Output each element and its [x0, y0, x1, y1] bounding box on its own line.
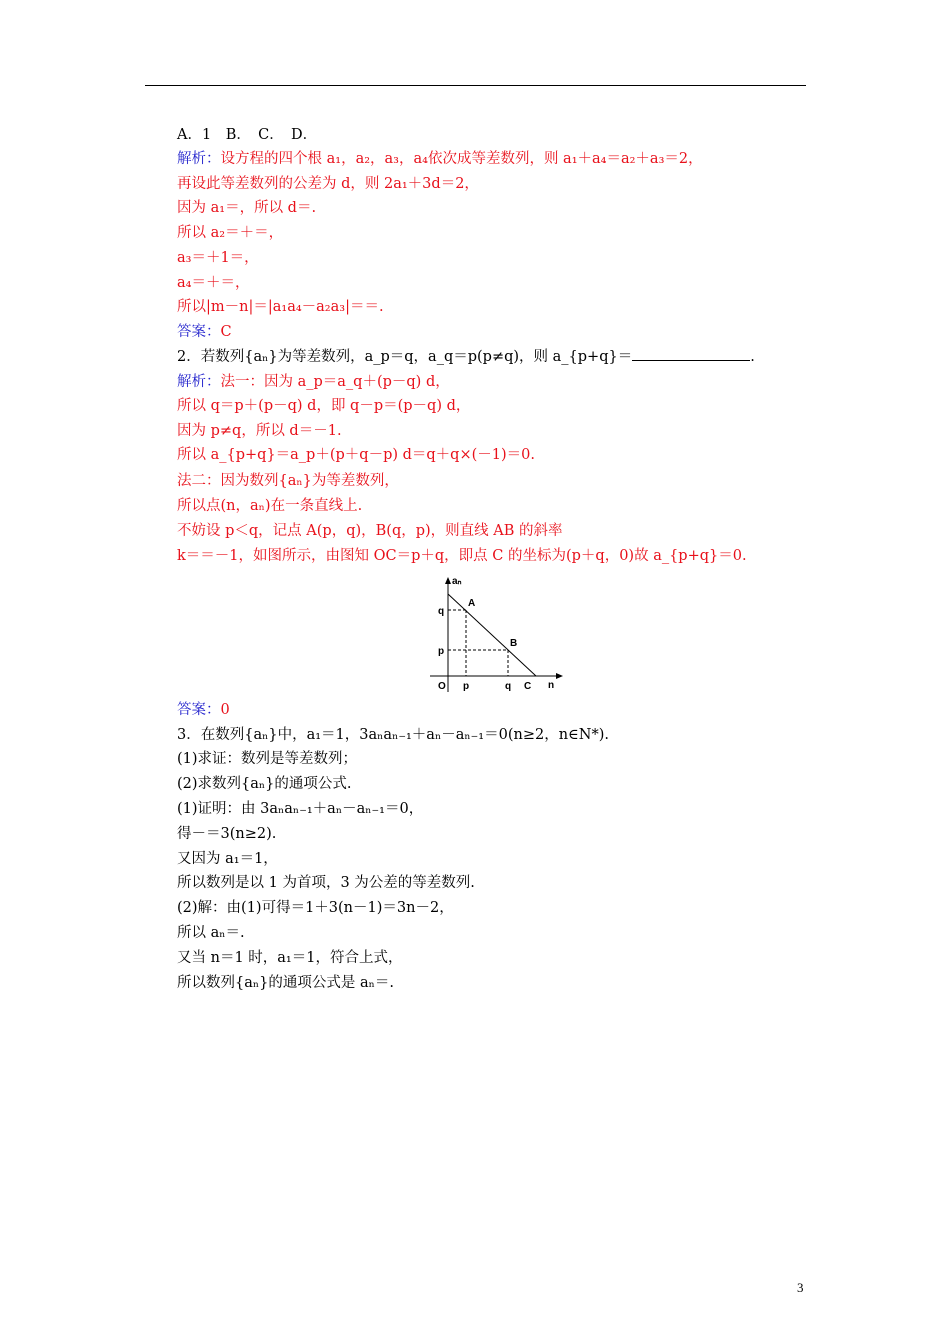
text-segment: 0 [220, 702, 230, 718]
text-line [177, 947, 402, 969]
text-line [177, 395, 470, 417]
text-segment: 解析： [177, 151, 221, 167]
x-axis-label: n [548, 680, 555, 691]
text-segment: 所以 a_{p+q}＝a_p＋(p＋q－p) d＝q＋q×(－1)＝0. [177, 447, 535, 463]
header-rule [145, 85, 806, 86]
text-segment: . [750, 349, 755, 365]
origin-label: O [438, 681, 446, 692]
text-segment: 不妨设 p＜q，记点 A(p，q)，B(q，p)，则直线 AB 的斜率 [177, 523, 563, 539]
text-line [177, 773, 352, 795]
tick-y-q-label: q [438, 606, 445, 617]
text-segment: 因为 a₁＝，所以 d＝. [177, 200, 317, 216]
point-c-label: C [524, 681, 532, 692]
text-line [177, 296, 384, 318]
text-line [177, 823, 276, 845]
text-segment: 所以数列{aₙ}的通项公式是 aₙ＝. [177, 975, 395, 991]
text-segment: 因为 p≠q，所以 d＝－1. [177, 423, 342, 439]
text-line [177, 346, 755, 368]
text-line [177, 545, 747, 567]
text-line [177, 848, 278, 870]
text-segment: 答案： [177, 324, 221, 340]
text-segment: 所以 q＝p＋(p－q) d，即 q－p＝(p－q) d， [177, 398, 471, 414]
text-line [177, 470, 399, 492]
text-line [177, 798, 423, 820]
text-line [177, 321, 232, 343]
text-segment: 法二：因为数列{aₙ}为等差数列， [177, 473, 399, 489]
text-segment: 答案： [177, 702, 221, 718]
point-a-label: A [468, 598, 476, 609]
text-segment: (1)求证：数列是等差数列； [177, 751, 358, 767]
text-segment: k＝＝－1，如图所示，由图知 OC＝p＋q，即点 C 的坐标为(p＋q，0)故 a_{p+q}＝0. [177, 548, 747, 564]
line-ab [448, 594, 536, 676]
text-line [177, 922, 245, 944]
text-segment: C [220, 324, 232, 340]
text-line [177, 748, 357, 770]
text-line [177, 420, 342, 442]
text-line [177, 495, 362, 517]
text-segment: 所以数列是以 1 为首项，3 为公差的等差数列. [177, 875, 475, 891]
page-number: 3 [797, 1280, 804, 1295]
text-segment: 法一：因为 a_p＝a_q＋(p－q) d， [220, 374, 450, 390]
text-line [177, 124, 317, 146]
text-segment: 所以|m－n|＝|a₁a₄－a₂a₃|＝＝. [177, 299, 384, 315]
text-line [177, 371, 450, 393]
answer-blank [632, 346, 750, 361]
text-line [177, 699, 230, 721]
text-segment: A．1 B． C． D． [177, 127, 318, 143]
tick-x-p-label: p [463, 681, 470, 692]
point-b-label: B [510, 638, 518, 649]
text-segment: (2)求数列{aₙ}的通项公式. [177, 776, 352, 792]
text-segment: 2．若数列{aₙ}为等差数列，a_p＝q，a_q＝p(p≠q)，则 a_{p+q}＝ [177, 349, 633, 365]
y-axis-label: aₙ [452, 576, 462, 587]
text-segment: 设方程的四个根 a₁，a₂，a₃，a₄依次成等差数列，则 a₁＋a₄＝a₂＋a₃＝2， [220, 151, 703, 167]
text-line [177, 247, 259, 269]
text-segment: 又因为 a₁＝1， [177, 851, 278, 867]
text-segment: (2)解：由(1)可得＝1＋3(n－1)＝3n－2， [177, 900, 454, 916]
number-line-figure [418, 574, 568, 694]
text-segment: 3．在数列{aₙ}中，a₁＝1，3aₙaₙ₋₁＋aₙ－aₙ₋₁＝0(n≥2，n∈N*). [177, 727, 609, 743]
text-segment: a₃＝＋1＝， [177, 250, 259, 266]
text-segment: 再设此等差数列的公差为 d，则 2a₁＋3d＝2， [177, 176, 479, 192]
tick-y-p-label: p [438, 646, 445, 657]
text-line [177, 444, 535, 466]
text-segment: 得－＝3(n≥2). [177, 826, 277, 842]
text-line [177, 872, 475, 894]
text-line [177, 148, 703, 170]
tick-x-q-label: q [505, 681, 512, 692]
text-segment: a₄＝＋＝， [177, 275, 250, 291]
y-axis-arrow [445, 577, 451, 584]
text-line [177, 197, 316, 219]
text-line [177, 173, 479, 195]
text-segment: 解析： [177, 374, 221, 390]
text-segment: 又当 n＝1 时，a₁＝1，符合上式， [177, 950, 403, 966]
text-segment: (1)证明：由 3aₙaₙ₋₁＋aₙ－aₙ₋₁＝0， [177, 801, 424, 817]
text-line [177, 272, 249, 294]
text-line [177, 222, 283, 244]
text-segment: 所以 aₙ＝. [177, 925, 245, 941]
text-segment: 所以 a₂＝＋＝， [177, 225, 284, 241]
text-segment: 所以点(n，aₙ)在一条直线上. [177, 498, 363, 514]
text-line [177, 897, 454, 919]
x-axis-arrow [556, 673, 563, 679]
text-line [177, 520, 563, 542]
text-line [177, 972, 394, 994]
text-line [177, 724, 609, 746]
